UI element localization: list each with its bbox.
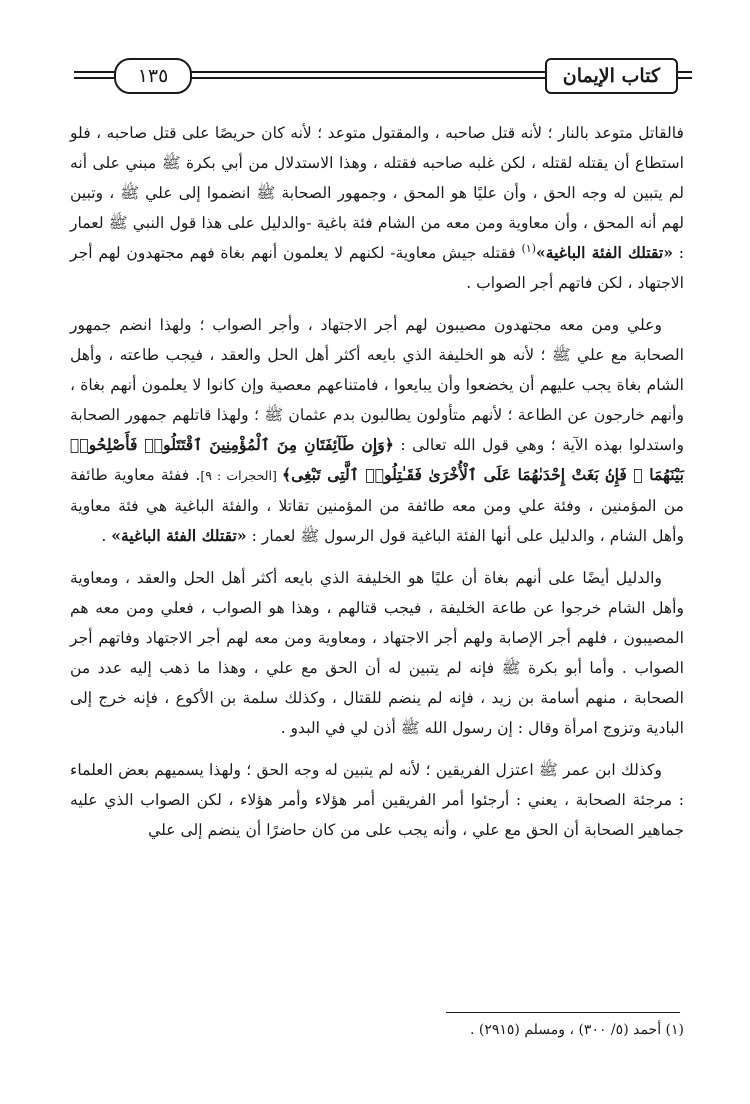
main-text (70, 118, 684, 857)
footnote-divider (446, 1012, 680, 1013)
footnote: (١) أحمد (٥/ ٣٠٠) ، ومسلم (٢٩١٥) . (469, 1022, 684, 1038)
page-header (74, 58, 692, 94)
paragraph (70, 755, 684, 845)
text-segment: . (101, 527, 112, 545)
quran-verse: ﴿وَإِن طَآئِفَتَانِ مِنَ ٱلْمُؤْمِنِينَ ٱقْتَتَلُوا۟ فَأَصْلِحُوا۟ بَيْنَهُمَا ۖ فَإِنۢ بَغَتْ إِحْدَىٰهُمَا عَلَى ٱلْأُخْرَىٰ فَقَـٰتِلُوا۟ ٱلَّتِى تَبْغِى﴾ (70, 435, 684, 484)
text-segment: والدليل أيضًا على أنهم بغاة أن عليًا هو الخليفة الذي بايعه أكثر أهل الحل والعقد ، ومعاوية وأهل الشام خرجوا عن طاعة الخليفة ، فيجب قتالهم ، وهذا هو الصواب ، فعلي ومن معه هم المصيبون ، فلهم أجر الإصابة ولهم أجر الاجتهاد ، ومعاوية ومن معه لهم أجر الاجتهاد وفاتهم أجر الصواب . وأما أبو بكرة ﷺ فإنه لم يتبين له أن الحق مع علي ، وهذا ما ذهب إليه عدد من الصحابة ، منهم أسامة بن زيد ، فإنه لم ينضم للقتال ، وكذلك سلمة بن الأكوع ، فإنه خرج إلى البادية وتزوج امرأة وقال : إن رسول الله ﷺ أذن لي في البدو . (70, 569, 684, 737)
text-segment: فالقاتل متوعد بالنار ؛ لأنه قتل صاحبه ، والمقتول متوعد ؛ لأنه كان حريصًا على قتل صاحبه ، فلو استطاع أن يقتله لقتله ، لكن غلبه صاحبه فقتله ، وهذا الاستدلال من أبي بكرة ﷺ مبني على أنه لم يتبين له وجه الحق ، وأن عليًا هو المحق ، وجمهور الصحابة ﷺ انضموا إلى علي ﷺ ، وتبين لهم أنه المحق ، وأن معاوية ومن معه من الشام فئة باغية -والدليل على هذا قول النبي ﷺ لعمار : (70, 124, 684, 262)
book-title: كتاب الإيمان (545, 58, 678, 94)
verse-reference: [الحجرات : ٩] (200, 468, 282, 483)
page-number: ١٣٥ (114, 58, 192, 94)
text-segment: وعلي ومن معه مجتهدون مصيبون لهم أجر الاجتهاد ، وأجر الصواب ؛ ولهذا انضم جمهور الصحابة مع علي ﷺ ؛ لأنه هو الخليفة الذي بايعه أكثر أهل الحل والعقد ، فيجب طاعته ، وأهل الشام بغاة يجب عليهم أن يخضعوا وأن يبايعوا ، فامتناعهم معصية وإن كانوا لا يعلمون أنهم بغاة ، وأنهم خارجون عن الطاعة ؛ لأنهم متأولون يطالبون بدم عثمان ﷺ ؛ ولهذا قاتلهم جمهور الصحابة واستدلوا بهذه الآية ؛ وهي قول الله تعالى : (70, 316, 685, 454)
paragraph (70, 310, 684, 551)
hadith-quote: «تقتلك الفئة الباغية» (111, 526, 247, 545)
text-segment: فقتله جيش معاوية- لكنهم لا يعلمون أنهم بغاة فهم مجتهدون لهم أجر الاجتهاد ، لكن فاتهم أجر الصواب . (70, 244, 684, 292)
footnote-marker: (١) (521, 241, 536, 255)
paragraph (70, 563, 684, 743)
paragraph (70, 118, 684, 298)
text-segment: . ففئة معاوية طائفة من المؤمنين ، وفئة علي ومن معه طائفة من المؤمنين تقاتلا ، والفئة الباغية هي فئة معاوية وأهل الشام ، والدليل على أنها الفئة الباغية قول الرسول ﷺ لعمار : (70, 466, 684, 545)
hadith-quote: «تقتلك الفئة الباغية» (536, 243, 673, 262)
text-segment: وكذلك ابن عمر ﷺ اعتزل الفريقين ؛ لأنه لم يتبين له وجه الحق ؛ ولهذا يسميهم بعض العلماء : مرجئة الصحابة ، يعني : أرجئوا أمر الفريقين أمر هؤلاء وأمر هؤلاء ، لكن الصواب الذي عليه جماهير الصحابة أن الحق مع علي ، وأنه يجب على من كان حاضرًا أن ينضم إلى علي (70, 761, 684, 839)
